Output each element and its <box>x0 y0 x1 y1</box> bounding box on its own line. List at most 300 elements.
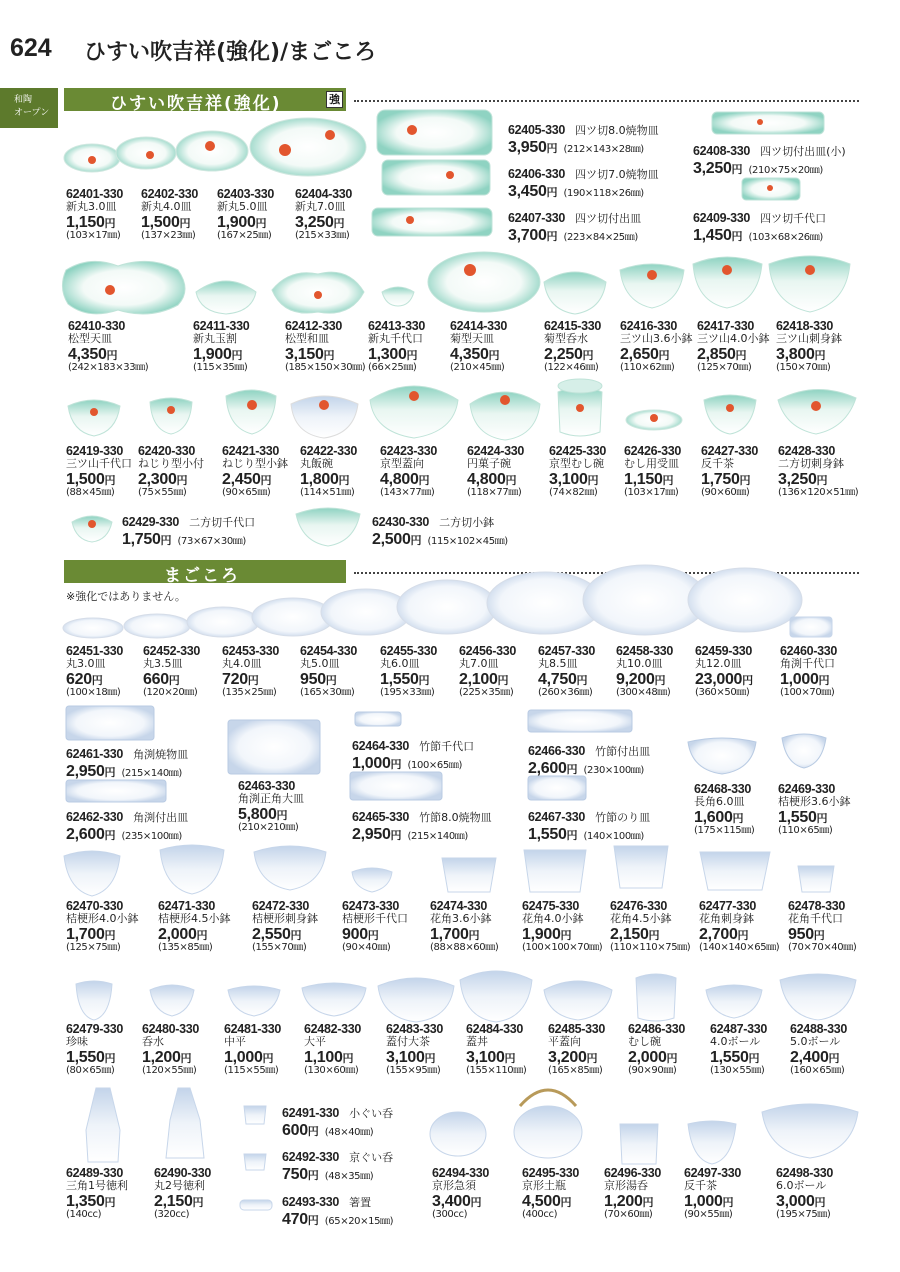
yen-unit: 円 <box>505 474 517 487</box>
product-code: 62425-330 <box>549 444 607 458</box>
product-dimensions: (230×100㎜) <box>583 765 644 776</box>
product-code: 62423-330 <box>380 444 438 458</box>
yen-unit: 円 <box>586 1052 598 1065</box>
product-code: 62416-330 <box>620 319 678 333</box>
product-code: 62402-330 <box>141 187 199 201</box>
product-dimensions: (135×25㎜) <box>222 687 277 698</box>
product-code: 62413-330 <box>368 319 426 333</box>
product-code: 62477-330 <box>699 899 757 913</box>
product-name: 丸7.0皿 <box>459 657 499 670</box>
product-code: 62461-330 <box>66 747 124 761</box>
product-price <box>699 926 779 942</box>
yen-unit: 円 <box>179 217 191 230</box>
product-item <box>143 645 200 698</box>
yen-unit: 円 <box>739 474 751 487</box>
product-item <box>697 320 770 373</box>
product-name: 松型和皿 <box>285 332 329 345</box>
yen-unit: 円 <box>247 674 259 687</box>
price-value: 1,500 <box>141 214 180 231</box>
product-code: 62491-330 <box>282 1106 340 1120</box>
yen-unit: 円 <box>104 1196 116 1209</box>
product-dimensions: (225×35㎜) <box>459 687 514 698</box>
yen-unit: 円 <box>338 474 350 487</box>
product-price <box>380 671 437 687</box>
product-code: 62478-330 <box>788 899 846 913</box>
product-code: 62407-330 <box>508 211 566 225</box>
product-dimensions: (110×65㎜) <box>778 825 833 836</box>
product-dimensions: (150×70㎜) <box>776 362 831 373</box>
price-value: 1,100 <box>304 1049 343 1066</box>
price-value: 1,900 <box>217 214 256 231</box>
product-name: 四ツ切付出皿 <box>575 212 642 225</box>
yen-unit: 円 <box>814 349 826 362</box>
product-item <box>450 320 507 373</box>
product-name: 平蓋向 <box>548 1035 581 1048</box>
product-dimensions: (212×143×28㎜) <box>563 144 644 155</box>
product-dimensions: (90×60㎜) <box>701 487 750 498</box>
yen-unit: 円 <box>406 349 418 362</box>
yen-unit: 円 <box>731 230 743 243</box>
product-price <box>508 139 659 155</box>
product-name: むし碗 <box>628 1035 661 1048</box>
product-name: 竹節8.0焼物皿 <box>419 811 492 824</box>
product-name: 丸12.0皿 <box>695 657 742 670</box>
product-item <box>528 742 650 776</box>
product-item <box>522 900 602 953</box>
product-price <box>300 671 357 687</box>
yen-unit: 円 <box>816 474 828 487</box>
price-value: 3,700 <box>508 227 547 244</box>
product-price <box>430 926 498 942</box>
product-dimensions: (103×68×26㎜) <box>748 232 823 243</box>
product-item <box>285 320 365 373</box>
product-code: 62405-330 <box>508 123 566 137</box>
product-name: 京形湯呑 <box>604 1179 648 1192</box>
product-code: 62429-330 <box>122 515 180 529</box>
product-item <box>66 445 132 498</box>
product-name: 二方切刺身鉢 <box>778 457 844 470</box>
product-item <box>372 513 508 547</box>
product-item <box>466 1023 526 1076</box>
product-code: 62419-330 <box>66 444 124 458</box>
product-price <box>780 671 837 687</box>
price-value: 1,550 <box>528 826 567 843</box>
product-item <box>701 445 758 498</box>
yen-unit: 円 <box>662 474 674 487</box>
product-item <box>368 320 425 373</box>
product-price <box>372 531 508 547</box>
yen-unit: 円 <box>176 474 188 487</box>
product-name: 中平 <box>224 1035 246 1048</box>
price-value: 1,800 <box>300 471 339 488</box>
yen-unit: 円 <box>231 349 243 362</box>
product-dimensions: (215×140㎜) <box>121 768 182 779</box>
product-price <box>467 471 524 487</box>
product-code: 62417-330 <box>697 319 755 333</box>
yen-unit: 円 <box>666 1052 678 1065</box>
product-dimensions: (130×55㎜) <box>710 1065 765 1076</box>
product-name: 三ツ山3.6小鉢 <box>620 332 693 345</box>
product-dimensions: (125×70㎜) <box>697 362 752 373</box>
price-value: 1,150 <box>66 214 105 231</box>
yen-unit: 円 <box>582 349 594 362</box>
price-value: 1,300 <box>368 346 407 363</box>
product-dimensions: (120×55㎜) <box>142 1065 197 1076</box>
yen-unit: 円 <box>410 534 422 547</box>
product-price <box>528 760 650 776</box>
product-code: 62481-330 <box>224 1022 282 1036</box>
price-value: 2,100 <box>459 671 498 688</box>
product-code: 62404-330 <box>295 187 353 201</box>
product-dimensions: (165×85㎜) <box>548 1065 603 1076</box>
product-price <box>122 531 255 547</box>
product-dimensions: (65×20×15㎜) <box>324 1216 394 1227</box>
price-value: 3,100 <box>466 1049 505 1066</box>
product-name: 大平 <box>304 1035 326 1048</box>
product-code: 62485-330 <box>548 1022 606 1036</box>
product-name: 京型むし碗 <box>549 457 604 470</box>
product-code: 62457-330 <box>538 644 596 658</box>
yen-unit: 円 <box>307 1169 319 1182</box>
page-title: ひすい吹吉祥(強化)/まごころ <box>84 40 377 65</box>
product-code: 62495-330 <box>522 1166 580 1180</box>
product-name: 四ツ切付出皿(小) <box>760 145 846 158</box>
yen-unit: 円 <box>367 929 379 942</box>
product-dimensions: (90×40㎜) <box>342 942 391 953</box>
product-price <box>138 471 204 487</box>
product-price <box>68 346 148 362</box>
product-code: 62412-330 <box>285 319 343 333</box>
yen-unit: 円 <box>658 349 670 362</box>
product-code: 62462-330 <box>66 810 124 824</box>
product-item <box>380 445 437 498</box>
product-dimensions: (160×65㎜) <box>790 1065 845 1076</box>
product-item <box>142 1023 199 1076</box>
price-value: 3,250 <box>693 160 732 177</box>
product-dimensions: (215×33㎜) <box>295 230 350 241</box>
product-price <box>238 806 304 822</box>
product-dimensions: (100×65㎜) <box>407 760 462 771</box>
price-value: 2,150 <box>610 926 649 943</box>
product-dimensions: (70×70×40㎜) <box>788 942 857 953</box>
product-name: 菊型呑水 <box>544 332 588 345</box>
product-price <box>628 1049 685 1065</box>
product-item <box>282 1193 393 1227</box>
product-code: 62470-330 <box>66 899 124 913</box>
product-item <box>282 1104 393 1138</box>
price-value: 900 <box>342 926 368 943</box>
product-dimensions: (100×70㎜) <box>780 687 835 698</box>
not-tempered-note: ※強化ではありません。 <box>66 590 186 603</box>
product-dimensions: (140×100㎜) <box>583 831 644 842</box>
product-dimensions: (175×115㎜) <box>694 825 755 836</box>
product-price <box>380 471 437 487</box>
product-code: 62494-330 <box>432 1166 490 1180</box>
product-item <box>780 645 837 698</box>
product-name: 花角4.5小鉢 <box>610 912 672 925</box>
price-value: 1,550 <box>778 809 817 826</box>
product-name: 角渕正角大皿 <box>238 792 304 805</box>
product-dimensions: (88×45㎜) <box>66 487 115 498</box>
yen-unit: 円 <box>648 929 660 942</box>
product-price <box>222 471 288 487</box>
product-code: 62418-330 <box>776 319 834 333</box>
product-item <box>528 808 650 842</box>
product-code: 62474-330 <box>430 899 488 913</box>
product-code: 62401-330 <box>66 187 124 201</box>
yen-unit: 円 <box>587 474 599 487</box>
price-value: 1,000 <box>224 1049 263 1066</box>
product-code: 62465-330 <box>352 810 410 824</box>
product-price <box>790 1049 847 1065</box>
product-dimensions: (300cc) <box>432 1209 468 1220</box>
product-code: 62426-330 <box>624 444 682 458</box>
yen-unit: 円 <box>732 812 744 825</box>
product-item <box>122 513 255 547</box>
product-dimensions: (185×150×30㎜) <box>285 362 366 373</box>
product-name: 二方切千代口 <box>189 516 256 529</box>
yen-unit: 円 <box>735 349 747 362</box>
yen-unit: 円 <box>262 1052 274 1065</box>
yen-unit: 円 <box>424 1052 436 1065</box>
yen-unit: 円 <box>828 1052 840 1065</box>
price-value: 1,000 <box>780 671 819 688</box>
product-item <box>776 320 842 373</box>
product-name: 新丸千代口 <box>368 332 423 345</box>
product-item <box>616 645 673 698</box>
product-item <box>158 900 231 953</box>
product-price <box>222 671 279 687</box>
price-value: 2,400 <box>790 1049 829 1066</box>
yen-unit: 円 <box>196 929 208 942</box>
yen-unit: 円 <box>290 929 302 942</box>
product-name: 竹節付出皿 <box>595 745 651 758</box>
price-value: 1,000 <box>684 1193 723 1210</box>
product-code: 62480-330 <box>142 1022 200 1036</box>
product-item <box>252 900 318 953</box>
product-name: 丸4.0皿 <box>222 657 262 670</box>
product-name: 丸6.0皿 <box>380 657 420 670</box>
product-name: 三ツ山千代口 <box>66 457 132 470</box>
price-value: 2,500 <box>372 531 411 548</box>
price-value: 470 <box>282 1211 308 1228</box>
price-value: 3,400 <box>432 1193 471 1210</box>
product-item <box>544 320 601 373</box>
product-name: 丸8.5皿 <box>538 657 578 670</box>
side-tab-line2: オープン <box>14 108 50 118</box>
product-dimensions: (80×65㎜) <box>66 1065 115 1076</box>
product-code: 62456-330 <box>459 644 517 658</box>
product-dimensions: (103×17㎜) <box>624 487 679 498</box>
price-value: 950 <box>788 926 814 943</box>
product-item <box>386 1023 443 1076</box>
product-price <box>143 671 200 687</box>
product-price <box>549 471 606 487</box>
yen-unit: 円 <box>390 758 402 771</box>
product-code: 62459-330 <box>695 644 753 658</box>
product-item <box>68 320 148 373</box>
product-item <box>430 900 498 953</box>
product-item <box>693 209 826 243</box>
product-item <box>154 1167 211 1220</box>
product-name: 京形土瓶 <box>522 1179 566 1192</box>
price-value: 1,200 <box>142 1049 181 1066</box>
price-value: 4,750 <box>538 671 577 688</box>
yen-unit: 円 <box>323 349 335 362</box>
product-price <box>710 1049 767 1065</box>
product-item <box>222 445 288 498</box>
price-value: 750 <box>282 1166 308 1183</box>
product-code: 62479-330 <box>66 1022 124 1036</box>
product-name: むし用受皿 <box>624 457 679 470</box>
price-value: 2,850 <box>697 346 736 363</box>
product-item <box>549 445 606 498</box>
product-item <box>238 780 304 833</box>
product-name: 桔梗形3.6小鉢 <box>778 795 851 808</box>
yen-unit: 円 <box>566 763 578 776</box>
product-price <box>304 1049 361 1065</box>
product-name: 丸10.0皿 <box>616 657 663 670</box>
product-item <box>66 808 188 842</box>
product-code: 62467-330 <box>528 810 586 824</box>
product-price <box>252 926 318 942</box>
product-code: 62458-330 <box>616 644 674 658</box>
yen-unit: 円 <box>307 1214 319 1227</box>
yen-unit: 円 <box>104 766 116 779</box>
product-price <box>342 926 408 942</box>
product-price <box>217 214 274 230</box>
product-item <box>699 900 779 953</box>
product-item <box>66 645 123 698</box>
yen-unit: 円 <box>813 929 825 942</box>
product-item <box>66 745 188 779</box>
product-price <box>778 809 851 825</box>
product-name: 丸5.0皿 <box>300 657 340 670</box>
product-dimensions: (135×85㎜) <box>158 942 213 953</box>
price-value: 2,000 <box>158 926 197 943</box>
product-price <box>66 926 139 942</box>
product-code: 62410-330 <box>68 319 126 333</box>
product-price <box>66 671 123 687</box>
price-value: 3,000 <box>776 1193 815 1210</box>
product-dimensions: (190×118×26㎜) <box>563 188 644 199</box>
product-item <box>693 142 846 176</box>
product-code: 62420-330 <box>138 444 196 458</box>
product-code: 62468-330 <box>694 782 752 796</box>
product-code: 62424-330 <box>467 444 525 458</box>
product-code: 62493-330 <box>282 1195 340 1209</box>
yen-unit: 円 <box>642 1196 654 1209</box>
price-value: 3,250 <box>778 471 817 488</box>
page-number: 624 <box>10 34 52 62</box>
product-price <box>450 346 507 362</box>
product-name: ねじり型小鉢 <box>222 457 288 470</box>
section-title-hisui: ひすい吹吉祥(強化) <box>110 94 282 114</box>
product-code: 62464-330 <box>352 739 410 753</box>
product-price <box>158 926 231 942</box>
product-item <box>790 1023 847 1076</box>
price-value: 2,150 <box>154 1193 193 1210</box>
product-item <box>508 121 659 155</box>
product-code: 62466-330 <box>528 744 586 758</box>
price-value: 3,800 <box>776 346 815 363</box>
price-value: 1,900 <box>193 346 232 363</box>
price-value: 1,150 <box>624 471 663 488</box>
product-price <box>300 471 357 487</box>
product-code: 62492-330 <box>282 1150 340 1164</box>
price-value: 600 <box>282 1122 308 1139</box>
price-value: 4,800 <box>467 471 506 488</box>
price-value: 3,100 <box>549 471 588 488</box>
yen-unit: 円 <box>192 1196 204 1209</box>
price-value: 950 <box>300 671 326 688</box>
product-dimensions: (235×100㎜) <box>121 831 182 842</box>
product-name: 三ツ山4.0小鉢 <box>697 332 770 345</box>
yen-unit: 円 <box>255 217 267 230</box>
product-code: 62422-330 <box>300 444 358 458</box>
product-price <box>352 755 474 771</box>
product-code: 62415-330 <box>544 319 602 333</box>
product-price <box>66 1193 128 1209</box>
yen-unit: 円 <box>418 474 430 487</box>
product-code: 62454-330 <box>300 644 358 658</box>
product-name: 丸2号徳利 <box>154 1179 205 1192</box>
product-code: 62482-330 <box>304 1022 362 1036</box>
product-code: 62451-330 <box>66 644 124 658</box>
product-name: 角渕付出皿 <box>133 811 189 824</box>
product-name: 花角3.6小鉢 <box>430 912 492 925</box>
product-price <box>778 471 858 487</box>
product-item <box>467 445 524 498</box>
product-price <box>368 346 425 362</box>
price-value: 1,000 <box>352 755 391 772</box>
product-name: 花角刺身鉢 <box>699 912 754 925</box>
yen-unit: 円 <box>104 829 116 842</box>
plate-photo <box>64 118 366 176</box>
product-price <box>604 1193 661 1209</box>
product-name: 丸3.5皿 <box>143 657 183 670</box>
price-value: 3,200 <box>548 1049 587 1066</box>
product-name: 4.0ボール <box>710 1035 761 1048</box>
yen-unit: 円 <box>104 929 116 942</box>
product-price <box>522 1193 579 1209</box>
yen-unit: 円 <box>104 474 116 487</box>
product-item <box>459 645 516 698</box>
price-value: 4,800 <box>380 471 419 488</box>
product-dimensions: (103×17㎜) <box>66 230 121 241</box>
product-name: 6.0ボール <box>776 1179 827 1192</box>
product-price <box>610 926 690 942</box>
product-dimensions: (73×67×30㎜) <box>177 536 246 547</box>
product-item <box>224 1023 281 1076</box>
product-dimensions: (120×20㎜) <box>143 687 198 698</box>
product-code: 62471-330 <box>158 899 216 913</box>
product-item <box>66 1167 128 1220</box>
product-dimensions: (242×183×33㎜) <box>68 362 149 373</box>
product-price <box>620 346 693 362</box>
price-value: 2,650 <box>620 346 659 363</box>
price-value: 3,250 <box>295 214 334 231</box>
product-code: 62414-330 <box>450 319 508 333</box>
product-code: 62463-330 <box>238 779 296 793</box>
product-code: 62403-330 <box>217 187 275 201</box>
yen-unit: 円 <box>260 474 272 487</box>
product-name: 箸置 <box>349 1196 372 1209</box>
product-dimensions: (88×88×60㎜) <box>430 942 499 953</box>
product-name: 5.0ボール <box>790 1035 841 1048</box>
yen-unit: 円 <box>546 142 558 155</box>
product-name: 呑水 <box>142 1035 164 1048</box>
